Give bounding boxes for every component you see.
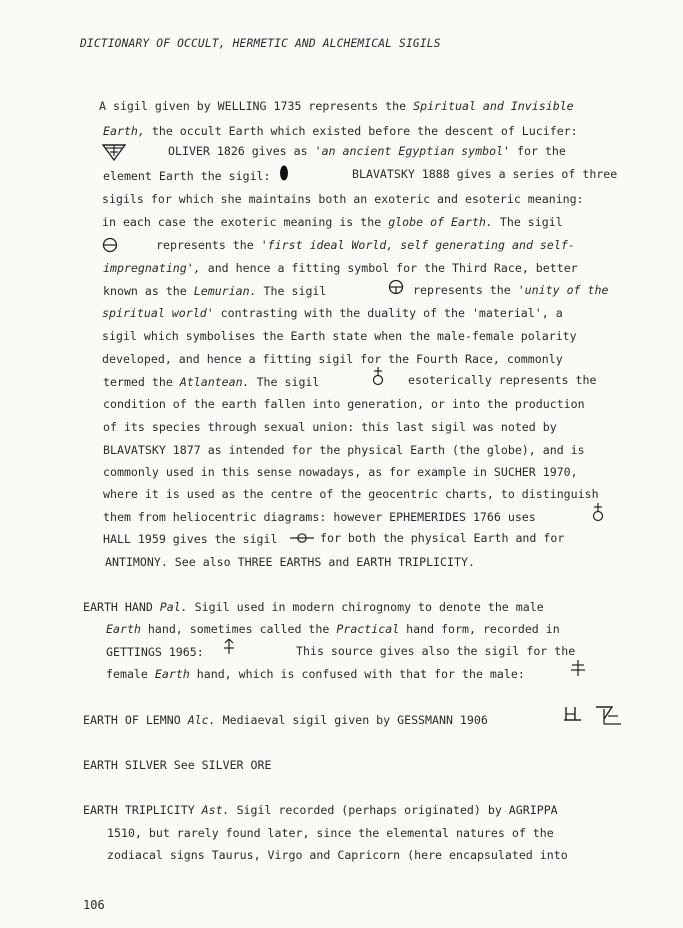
double-cross-sigil-icon — [570, 659, 586, 677]
entry-headword-line: EARTH OF LEMNO Alc. Mediaeval sigil given by GESSMANN 1906 — [83, 713, 488, 727]
text-line: in each case the exoteric meaning is the globe of Earth. The sigil — [102, 215, 563, 229]
circle-cross-sigil-icon — [388, 279, 404, 295]
text-line: ANTIMONY. See also THREE EARTHS and EARTH TRIPLICITY. — [105, 555, 475, 569]
entry-earth-silver: EARTH SILVER See SILVER ORE — [83, 758, 272, 772]
text-line: spiritual world' contrasting with the duality of the 'material', a — [102, 306, 563, 320]
text-line: them from heliocentric diagrams: however EPHEMERIDES 1766 uses — [103, 510, 536, 524]
text-line: where it is used as the centre of the geocentric charts, to distinguish — [103, 487, 599, 501]
circle-horizontal-bar-sigil-icon — [102, 237, 118, 253]
triangle-cross-sigil-icon — [101, 142, 127, 162]
text-line: GETTINGS 1965: — [106, 645, 204, 659]
text-line: sigils for which she maintains both an exoteric and esoteric meaning: — [102, 192, 584, 206]
cross-over-circle-sigil-icon — [592, 502, 604, 522]
text-line: developed, and hence a fitting sigil for the Fourth Race, commonly — [102, 352, 563, 366]
text-line: BLAVATSKY 1888 gives a series of three — [352, 167, 618, 181]
entry-headword-line: EARTH TRIPLICITY Ast. Sigil recorded (perhaps originated) by AGRIPPA — [83, 803, 558, 817]
text-line: condition of the earth fallen into generation, or into the production — [103, 397, 585, 411]
text-line: A sigil given by WELLING 1735 represents the Spiritual and Invisible — [99, 99, 574, 113]
text-line: This source gives also the sigil for the — [296, 644, 576, 658]
entry-headword-line: EARTH HAND Pal. Sigil used in modern chirognomy to denote the male — [83, 600, 544, 614]
text-line: impregnating', and hence a fitting symbol for the Third Race, better — [103, 261, 578, 275]
text-line: Earth hand, sometimes called the Practical hand form, recorded in — [106, 622, 560, 636]
text-line: element Earth the sigil: — [103, 169, 271, 183]
bar-circle-bar-sigil-icon — [290, 532, 314, 544]
page-number: 106 — [83, 898, 105, 912]
text-line: of its species through sexual union: this last sigil was noted by — [103, 420, 557, 434]
text-line: Earth, the occult Earth which existed before the descent of Lucifer: — [103, 124, 578, 138]
text-line: represents the 'first ideal World, self generating and self- — [156, 238, 575, 252]
running-header: DICTIONARY OF OCCULT, HERMETIC AND ALCHEMICAL SIGILS — [80, 37, 441, 50]
text-line: represents the 'unity of the — [413, 283, 609, 297]
lemno-sigil-b-icon — [594, 704, 624, 726]
text-line: commonly used in this sense nowadays, as for example in SUCHER 1970, — [103, 465, 578, 479]
text-line: HALL 1959 gives the sigil — [103, 532, 278, 546]
text-line: termed the Atlantean. The sigil — [103, 375, 320, 389]
text-line: OLIVER 1826 gives as 'an ancient Egyptian symbol' for the — [168, 144, 566, 158]
text-line: zodiacal signs Taurus, Virgo and Capricorn (here encapsulated into — [107, 848, 568, 862]
text-line: 1510, but rarely found later, since the elemental natures of the — [107, 826, 554, 840]
arrow-cross-sigil-icon — [222, 637, 236, 655]
text-line: female Earth hand, which is confused with that for the male: — [106, 667, 525, 681]
cross-over-circle-sigil-icon — [372, 366, 384, 386]
text-line: for both the physical Earth and for — [320, 531, 565, 545]
text-line: known as the Lemurian. The sigil — [103, 284, 327, 298]
text-line: sigil which symbolises the Earth state when the male-female polarity — [102, 329, 577, 343]
lemno-sigil-a-icon — [563, 706, 583, 722]
filled-oval-sigil-icon — [279, 164, 289, 182]
text-line: BLAVATSKY 1877 as intended for the physical Earth (the globe), and is — [103, 443, 585, 457]
text-line: esoterically represents the — [408, 373, 597, 387]
